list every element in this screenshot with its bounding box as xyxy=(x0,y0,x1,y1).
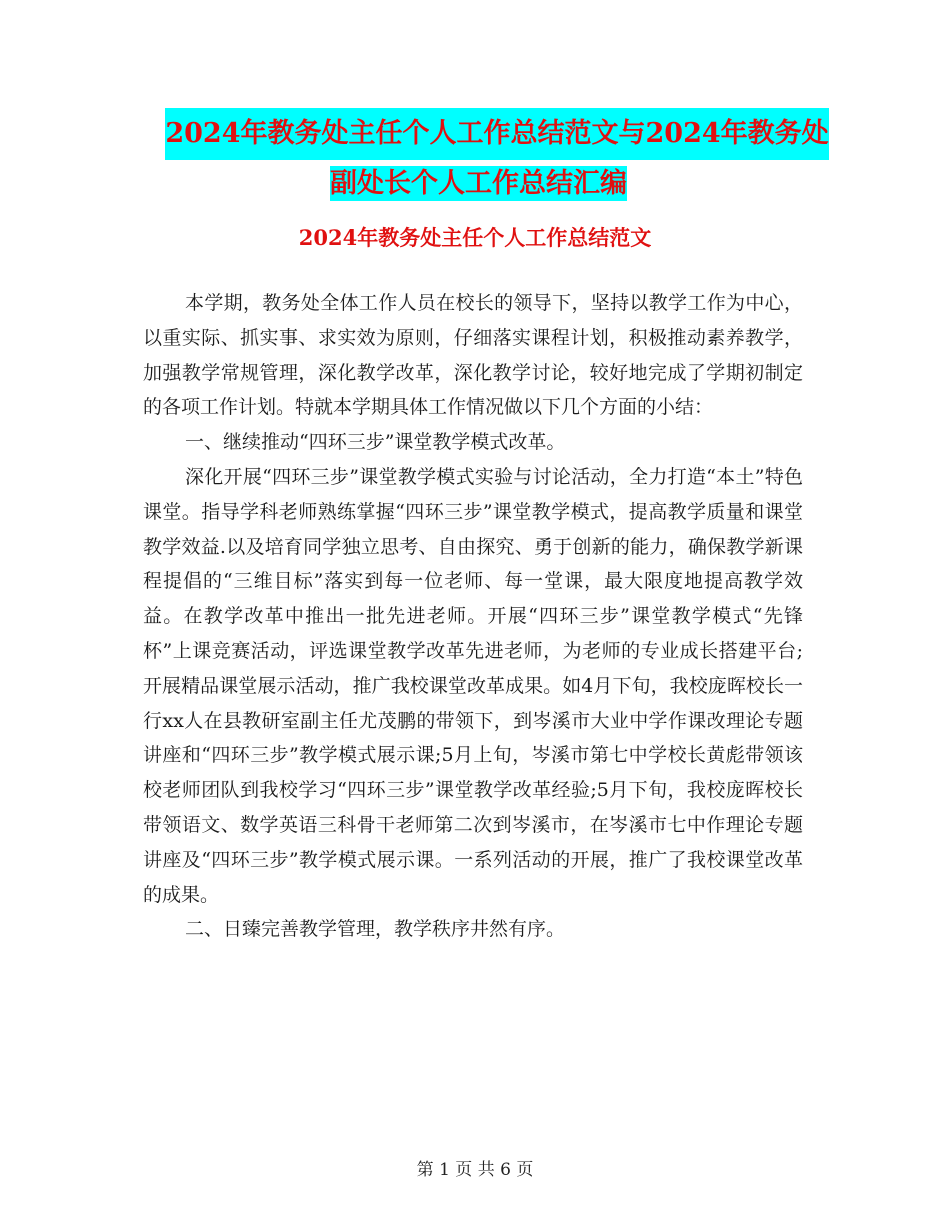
title-line-1: 2024年教务处主任个人工作总结范文与2024年教务处 xyxy=(165,108,828,160)
title-line-2: 副处长个人工作总结汇编 xyxy=(330,168,627,199)
body-text xyxy=(143,286,803,947)
page-footer: 第 1 页 共 6 页 xyxy=(416,1160,534,1180)
paragraph-intro: 本学期，教务处全体工作人员在校长的领导下，坚持以教学工作为中心，以重实际、抓实事、求实效为原则，仔细落实课程计划，积极推动素养教学，加强教学常规管理，深化教学改革，深化教学讨论，较好地完成了学期初制定的各项工作计划。特就本学期具体工作情况做以下几个方面的小结： xyxy=(143,292,803,419)
paragraph-heading-1: 一、继续推动“四环三步”课堂教学模式改革。 xyxy=(185,431,566,454)
paragraph-body-1: 深化开展“四环三步”课堂教学模式实验与讨论活动，全力打造“本土”特色课堂。指导学科老师熟练掌握“四环三步”课堂教学模式，提高教学质量和课堂教学效益.以及培育同学独立思考、自由探究、勇于创新的能力，确保教学新课程提倡的“三维目标”落实到每一位老师、每一堂课，最大限度地提高教学效益。在教学改革中推出一批先进老师。开展“四环三步”课堂教学模式“先锋杯”上课竞赛活动，评选课堂教学改革先进老师，为老师的专业成长搭建平台;开展精品课堂展示活动，推广我校课堂改革成果。如4月下旬，我校庞晖校长一行xx人在县教研室副主任尤茂鹏的带领下，到岑溪市大业中学作课改理论专题讲座和“四环三步”教学模式展示课;5月上旬，岑溪市第七中学校长黄彪带领该校老师团队到我校学习“四环三步”课堂教学改革经验;5月下旬，我校庞晖校长带领语文、数学英语三科骨干老师第二次到岑溪市，在岑溪市七中作理论专题讲座及“四环三步”教学模式展示课。一系列活动的开展，推广了我校课堂改革的成果。 xyxy=(143,465,803,906)
paragraph-heading-2: 二、日臻完善教学管理，教学秩序井然有序。 xyxy=(185,918,566,941)
document-title xyxy=(0,108,950,208)
section-title: 2024年教务处主任个人工作总结范文 xyxy=(298,225,652,250)
